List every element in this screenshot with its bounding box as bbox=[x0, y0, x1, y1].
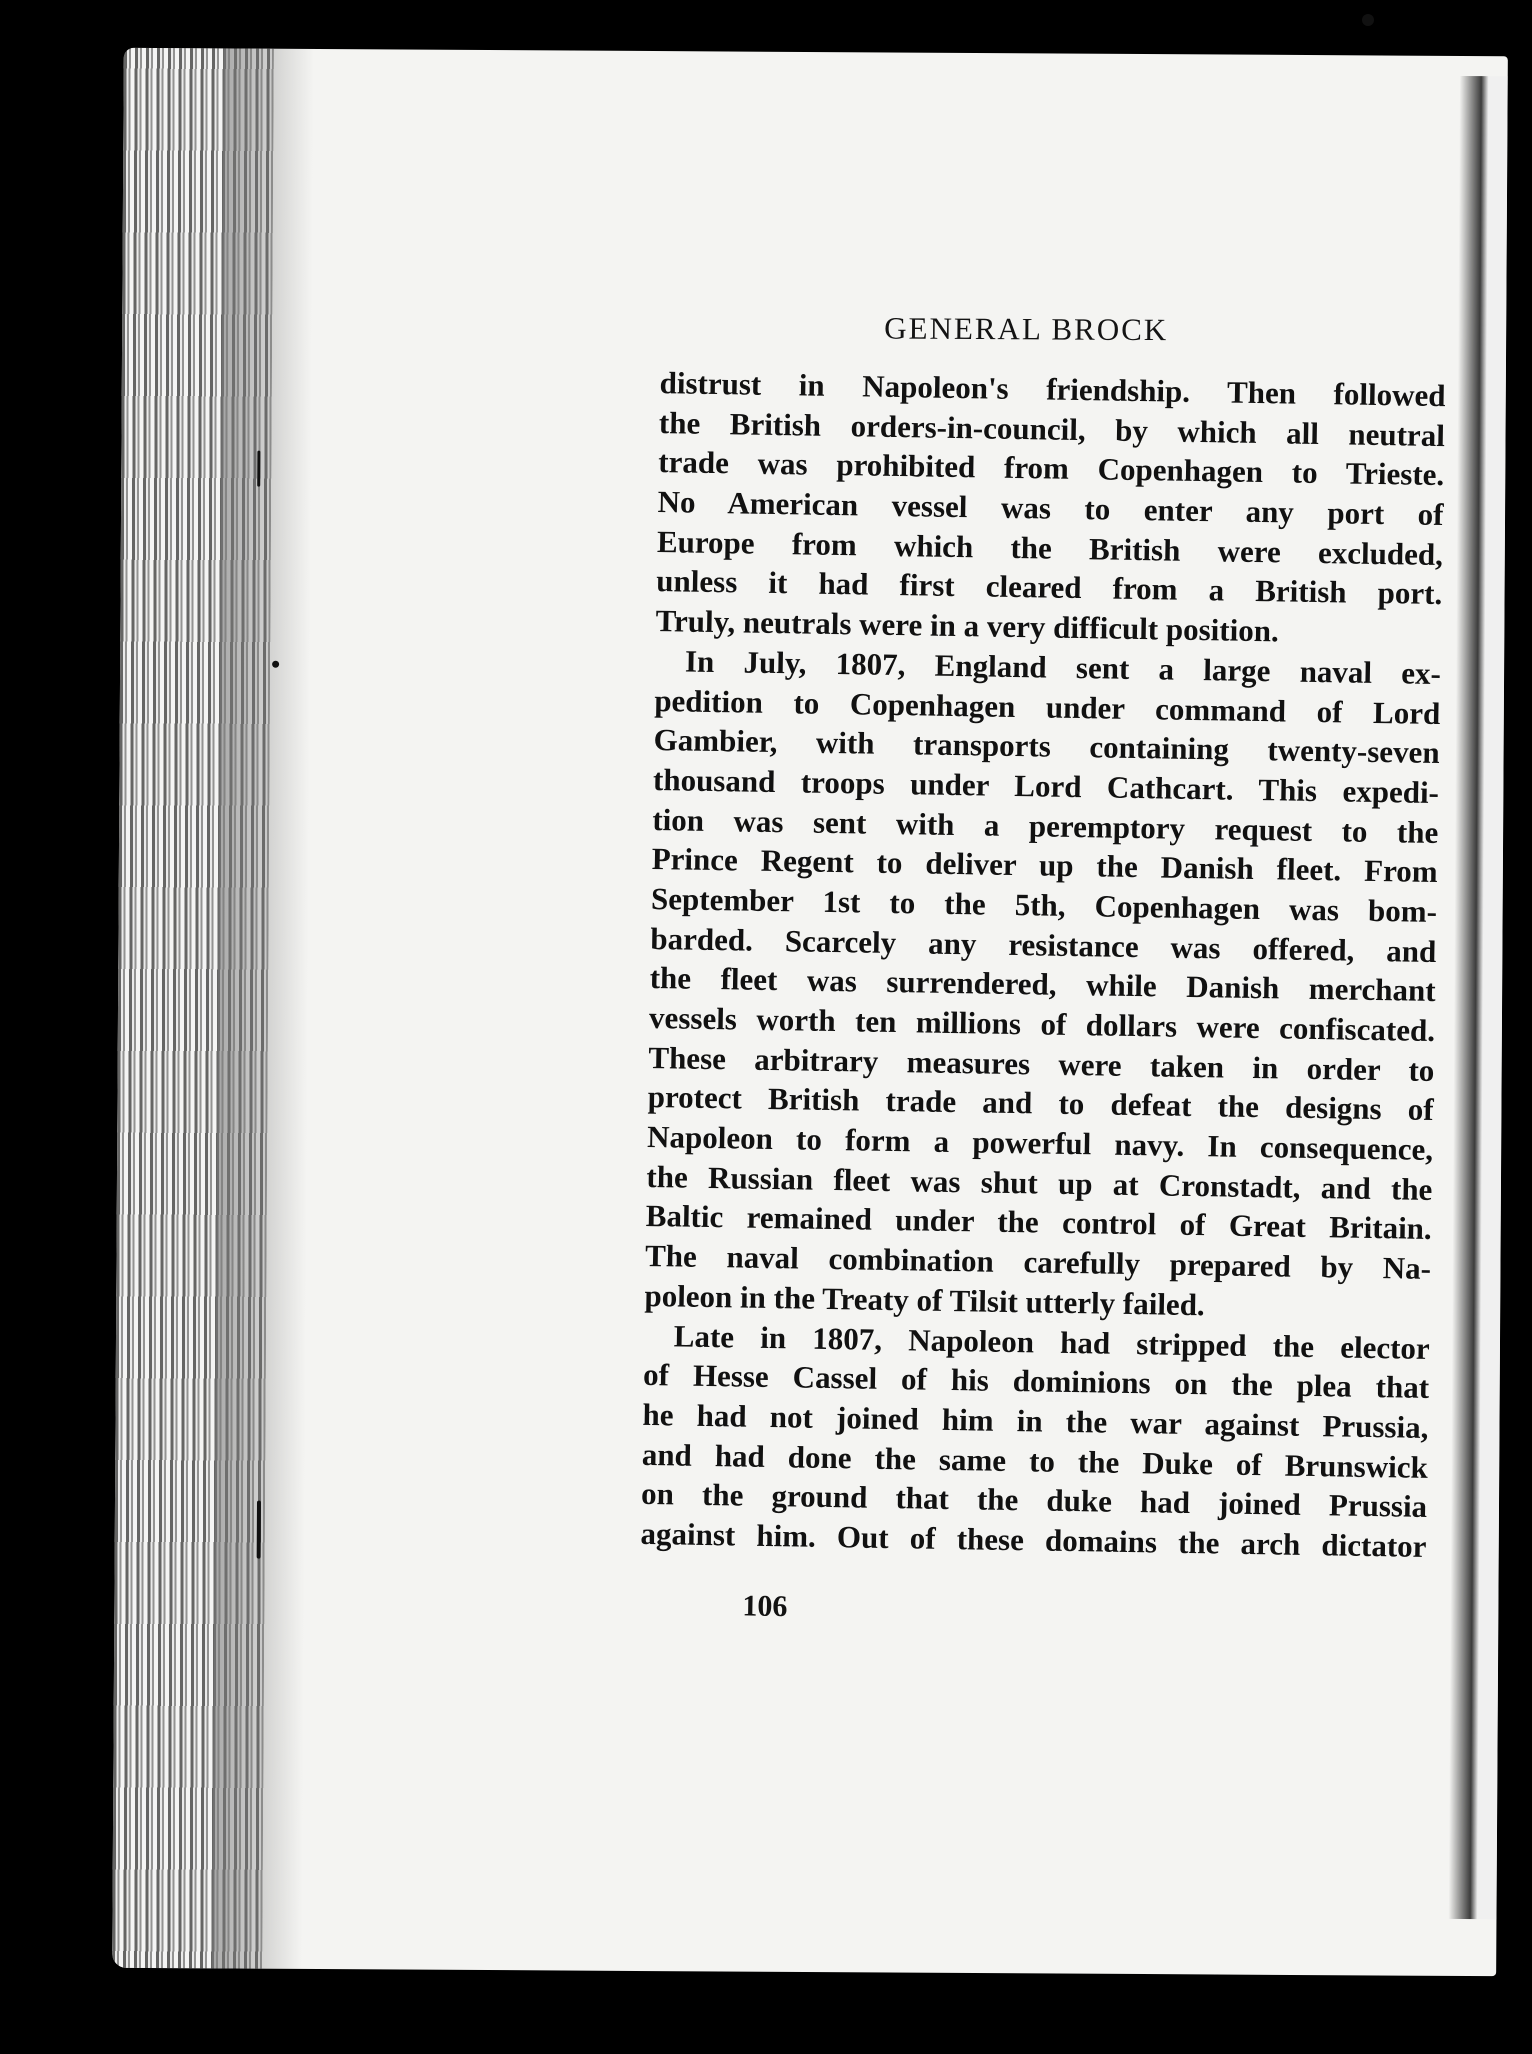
text-line: Late in 1807, Napoleon had stripped the elector bbox=[673, 1317, 1431, 1366]
text-line: unless it had first cleared from a British port. bbox=[656, 563, 1443, 612]
text-line: trade was prohibited from Copenhagen to Trieste. bbox=[658, 444, 1445, 493]
text-line: protect British trade and to defeat the designs of bbox=[647, 1079, 1434, 1128]
text-line: of Hesse Cassel of his dominions on the plea that bbox=[642, 1357, 1430, 1406]
scan-speck bbox=[257, 451, 260, 487]
scan-speck bbox=[1362, 14, 1374, 26]
text-line: Truly, neutrals were in a very difficult position. bbox=[655, 603, 1280, 649]
text-line: poleon in the Treaty of Tilsit utterly failed. bbox=[644, 1277, 1206, 1323]
text-line: barded. Scarcely any resistance was offered, and bbox=[650, 920, 1437, 969]
text-line: and had done the same to the Duke of Brunswick bbox=[641, 1436, 1429, 1485]
page-number: 106 bbox=[742, 1589, 788, 1624]
text-line: the British orders-in-council, by which all neutral bbox=[658, 404, 1446, 453]
text-line: against him. Out of these domains the arch dictator bbox=[640, 1515, 1427, 1564]
page-edge-shadow bbox=[212, 48, 314, 1969]
scan-speck bbox=[272, 661, 279, 668]
running-head: GENERAL BROCK bbox=[884, 310, 1169, 348]
text-line: No American vessel was to enter any port of bbox=[657, 484, 1444, 533]
text-line: Napoleon to form a powerful navy. In consequence, bbox=[646, 1119, 1434, 1168]
text-line: vessels worth ten millions of dollars were confiscated. bbox=[648, 999, 1436, 1049]
page-gutter-right bbox=[1448, 76, 1507, 1919]
text-line: Gambier, with transports containing twenty-seven bbox=[653, 722, 1440, 771]
text-line: the fleet was surrendered, while Danish merchant bbox=[649, 960, 1436, 1009]
text-line: pedition to Copenhagen under command of Lord bbox=[654, 682, 1441, 731]
scan-speck bbox=[257, 1501, 261, 1559]
text-line: thousand troops under Lord Cathcart. This expedi- bbox=[652, 761, 1440, 810]
text-line: In July, 1807, England sent a large naval ex- bbox=[684, 643, 1442, 691]
text-line: on the ground that the duke had joined Prussia bbox=[640, 1476, 1428, 1525]
text-line: distrust in Napoleon's friendship. Then followed bbox=[659, 365, 1446, 414]
body-text bbox=[640, 363, 1446, 1566]
text-line: tion was sent with a peremptory request to the bbox=[652, 801, 1439, 850]
text-line: he had not joined him in the war against Prussia, bbox=[642, 1396, 1429, 1445]
book-page bbox=[112, 48, 1508, 1976]
text-line: Baltic remained under the control of Great Britain. bbox=[645, 1198, 1433, 1247]
text-line: These arbitrary measures were taken in order to bbox=[648, 1039, 1435, 1088]
text-line: September 1st to the 5th, Copenhagen was bom- bbox=[650, 880, 1438, 929]
text-line: the Russian fleet was shut up at Cronstadt, and the bbox=[646, 1158, 1433, 1207]
text-line: The naval combination carefully prepared by Na- bbox=[644, 1238, 1432, 1287]
text-line: Prince Regent to deliver up the Danish fleet. From bbox=[651, 841, 1438, 890]
text-line: Europe from which the British were excluded, bbox=[656, 523, 1444, 572]
